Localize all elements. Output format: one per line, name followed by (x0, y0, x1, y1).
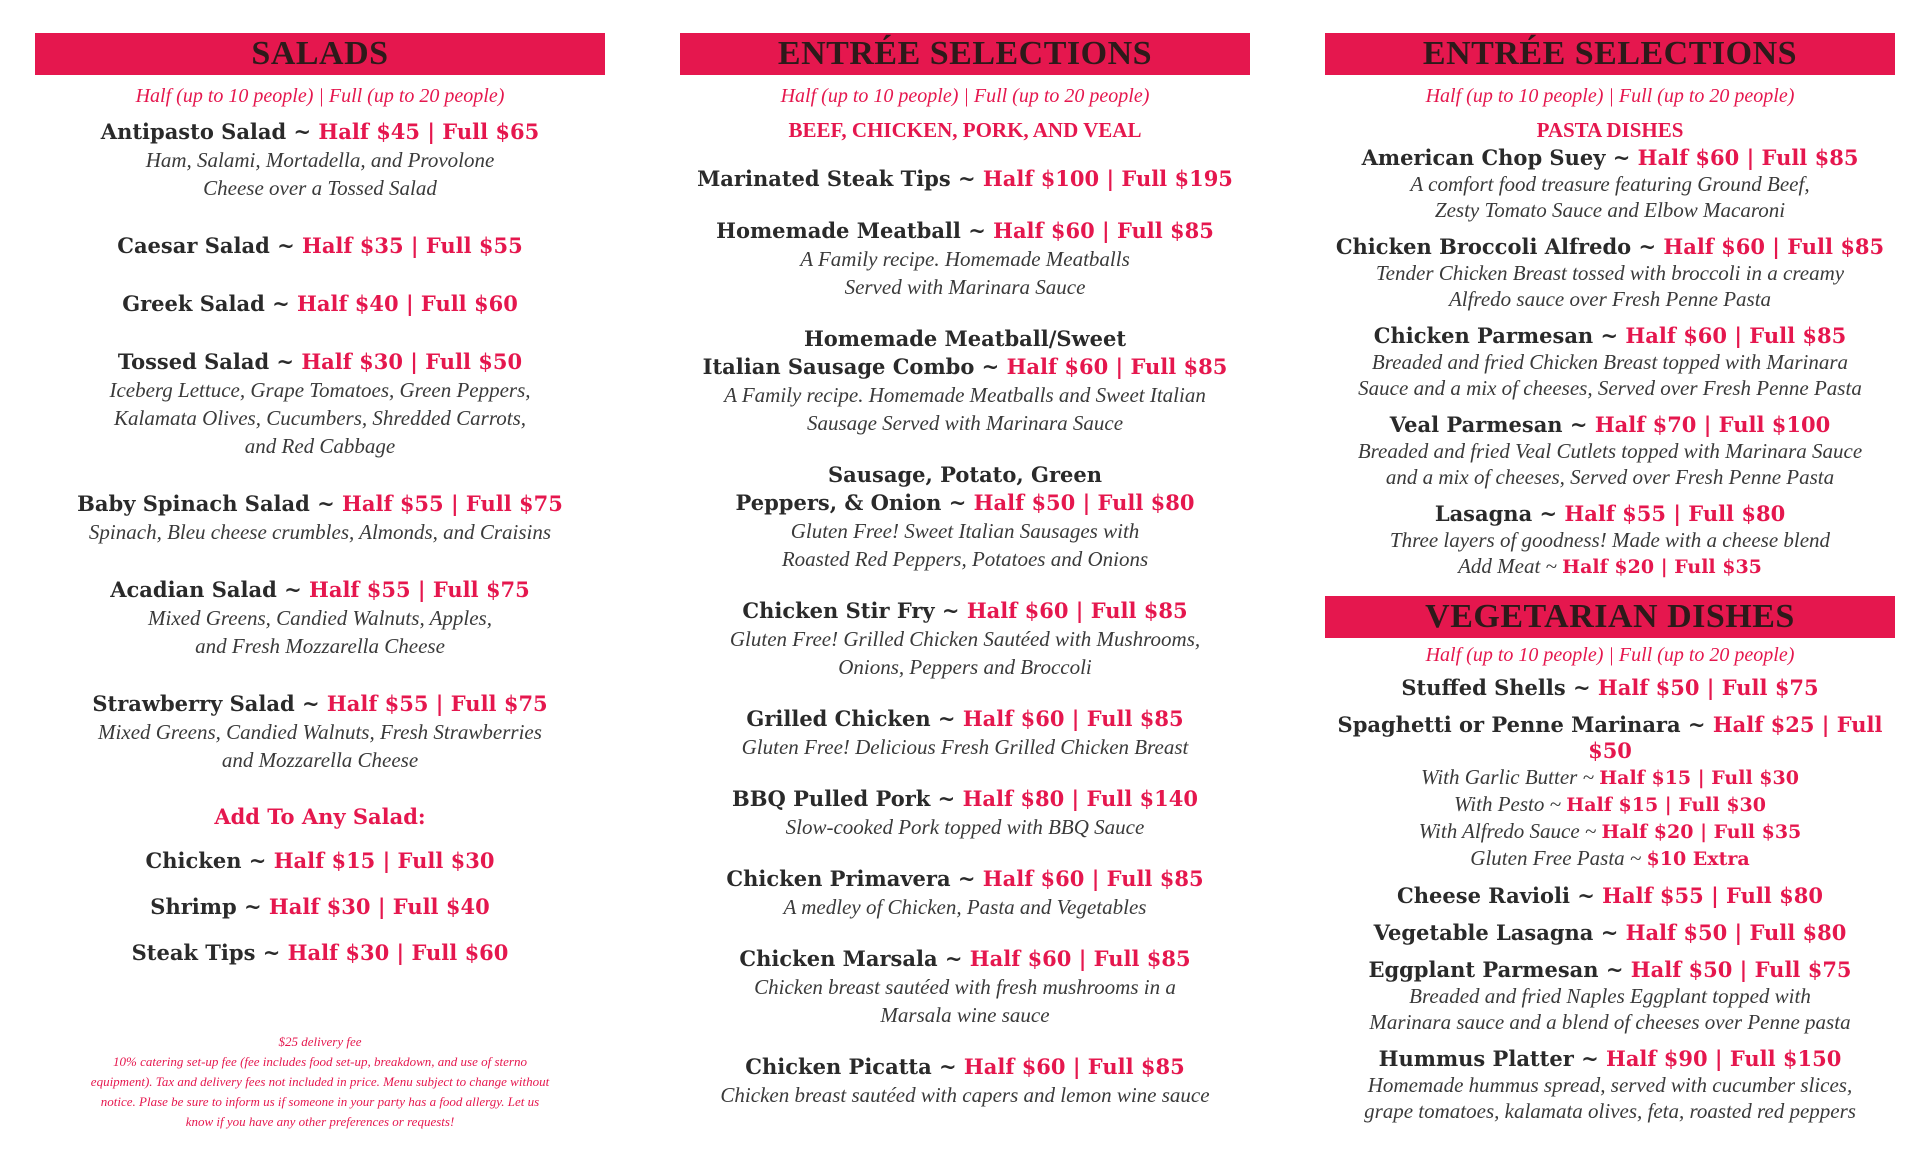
item-price: Half $50 | Full $75 (1597, 675, 1819, 700)
vegetarian-banner: VEGETARIAN DISHES (1325, 596, 1895, 638)
item-description: and Fresh Mozzarella Cheese (195, 634, 445, 658)
item-description: Onions, Peppers and Broccoli (838, 655, 1092, 679)
option-label: Gluten Free Pasta ~ (1470, 846, 1642, 870)
menu-item-veal-parmesan: Veal Parmesan ~ Half $70 | Full $100 Breaded and fried Veal Cutlets topped with Marinara Sauce and a mix of cheeses, Served over Fresh Penne Pasta (1325, 412, 1895, 490)
item-price: Half $60 | Full $85 (1637, 145, 1859, 170)
item-name: Baby Spinach Salad (77, 491, 310, 516)
item-price: Half $60 | Full $85 (966, 598, 1188, 623)
item-price: Half $60 | Full $85 (993, 218, 1214, 243)
menu-item-grilled-chicken: Grilled Chicken ~ Half $60 | Full $85 Gluten Free! Delicious Fresh Grilled Chicken Breast (680, 705, 1250, 761)
item-name: Spaghetti or Penne Marinara (1337, 712, 1681, 737)
item-description: Homemade hummus spread, served with cucumber slices, (1367, 1073, 1853, 1097)
item-name-line-1: Homemade Meatball/Sweet (803, 326, 1127, 351)
item-description: Breaded and fried Veal Cutlets topped with Marinara Sauce (1357, 439, 1863, 463)
category-heading-pasta: PASTA DISHES (1536, 118, 1684, 142)
item-price: Half $100 | Full $195 (982, 166, 1233, 191)
fine-print-line: equipment). Tax and delivery fees not included in price. Menu subject to change without (90, 1074, 550, 1089)
item-price: Half $60 | Full $85 (963, 1054, 1185, 1079)
item-name: Tossed Salad (117, 349, 270, 374)
menu-item-vegetable-lasagna: Vegetable Lasagna ~ Half $50 | Full $80 (1373, 920, 1847, 945)
menu-item-tossed-salad: Tossed Salad ~ Half $30 | Full $50 Iceberg Lettuce, Grape Tomatoes, Green Peppers, Kalamata Olives, Cucumbers, Shredded Carrots, and Red Cabbage (35, 348, 605, 460)
salads-column (35, 33, 605, 985)
item-price: Half $55 | Full $80 (1602, 883, 1823, 908)
item-price: Half $40 | Full $60 (297, 291, 518, 316)
item-price: Half $55 | Full $80 (1564, 501, 1786, 526)
item-description: grape tomatoes, kalamata olives, feta, roasted red peppers (1364, 1099, 1856, 1123)
fine-print-line: 10% catering set-up fee (fee includes food set-up, breakdown, and use of sterno (113, 1054, 527, 1069)
entrees-size-note: Half (up to 10 people) | Full (up to 20 people) (780, 85, 1150, 107)
entrees-column-2 (1325, 33, 1895, 1135)
item-price: Half $70 | Full $100 (1594, 412, 1831, 437)
item-description: A Family recipe. Homemade Meatballs and Sweet Italian (724, 383, 1206, 407)
item-price: Half $90 | Full $150 (1605, 1046, 1842, 1071)
item-description: Iceberg Lettuce, Grape Tomatoes, Green Peppers, (109, 378, 531, 402)
item-name: Chicken Picatta (745, 1054, 932, 1079)
entrees-size-note: Half (up to 10 people) | Full (up to 20 people) (1425, 85, 1795, 107)
item-price: Half $50 | Full $75 (1630, 957, 1852, 982)
item-description: Mixed Greens, Candied Walnuts, Apples, (148, 606, 492, 630)
menu-item-lasagna: Lasagna ~ Half $55 | Full $80 Three layers of goodness! Made with a cheese blend Add Meat ~ Half $20 | Full $35 (1325, 501, 1895, 580)
item-price: Half $50 | Full $80 (1625, 920, 1847, 945)
item-price: Half $60 | Full $85 (969, 946, 1191, 971)
item-description: Zesty Tomato Sauce and Elbow Macaroni (1434, 198, 1786, 222)
salads-size-note: Half (up to 10 people) | Full (up to 20 people) (135, 85, 505, 107)
item-description: Gluten Free! Delicious Fresh Grilled Chicken Breast (741, 735, 1189, 759)
item-name: Stuffed Shells (1401, 675, 1566, 700)
option-label: With Pesto ~ (1453, 792, 1561, 816)
menu-item-caesar-salad: Caesar Salad ~ Half $35 | Full $55 (117, 233, 523, 258)
add-to-salad-heading: Add To Any Salad: (214, 804, 426, 829)
item-name: Peppers, & Onion (735, 490, 942, 515)
addon-price: Half $20 | Full $35 (1562, 556, 1762, 578)
item-name: Grilled Chicken (746, 706, 931, 731)
menu-item-strawberry-salad: Strawberry Salad ~ Half $55 | Full $75 Mixed Greens, Candied Walnuts, Fresh Strawberries and Mozzarella Cheese (35, 690, 605, 774)
item-name: Vegetable Lasagna (1373, 920, 1594, 945)
addon-name: Chicken (145, 848, 242, 873)
item-description: Kalamata Olives, Cucumbers, Shredded Carrots, (113, 406, 526, 430)
item-price: Half $80 | Full $140 (962, 786, 1198, 811)
item-price: Half $50 | Full $80 (973, 490, 1195, 515)
item-description: and a mix of cheeses, Served over Fresh Penne Pasta (1385, 465, 1835, 489)
addon-price: Half $30 | Full $40 (268, 894, 490, 919)
addon-name: Steak Tips (131, 940, 256, 965)
item-description: and Mozzarella Cheese (221, 748, 419, 772)
item-description: Slow-cooked Pork topped with BBQ Sauce (785, 815, 1145, 839)
salad-addon-chicken: Chicken ~ Half $15 | Full $30 (145, 848, 495, 873)
menu-item-homemade-meatball: Homemade Meatball ~ Half $60 | Full $85 A Family recipe. Homemade Meatballs Served with Marinara Sauce (680, 217, 1250, 301)
menu-item-chicken-broccoli-alfredo: Chicken Broccoli Alfredo ~ Half $60 | Full $85 Tender Chicken Breast tossed with broccoli in a creamy Alfredo sauce over Fresh Penne Pasta (1325, 234, 1895, 312)
item-description: Gluten Free! Grilled Chicken Sautéed with Mushrooms, (729, 627, 1201, 651)
item-price: Half $25 | Full $50 (1588, 712, 1883, 763)
item-description: Ham, Salami, Mortadella, and Provolone (145, 148, 495, 172)
item-name: Veal Parmesan (1389, 412, 1563, 437)
item-description: A comfort food treasure featuring Ground Beef, (1410, 172, 1810, 196)
item-name: Caesar Salad (117, 233, 270, 258)
item-name: Hummus Platter (1378, 1046, 1574, 1071)
item-description: Chicken breast sautéed with capers and lemon wine sauce (720, 1083, 1210, 1107)
menu-item-american-chop-suey: American Chop Suey ~ Half $60 | Full $85 A comfort food treasure featuring Ground Beef, Zesty Tomato Sauce and Elbow Macaroni (1325, 145, 1895, 223)
item-description: Marinara sauce and a blend of cheeses over Penne pasta (1369, 1010, 1851, 1034)
marinara-option (1325, 764, 1895, 791)
item-name: American Chop Suey (1361, 145, 1606, 170)
item-name: Chicken Primavera (726, 866, 951, 891)
item-description: Breaded and fried Naples Eggplant topped with (1409, 984, 1811, 1008)
addon-price: Half $30 | Full $60 (287, 940, 509, 965)
option-label: With Garlic Butter ~ (1421, 765, 1594, 789)
item-description: Mixed Greens, Candied Walnuts, Fresh Strawberries (98, 720, 542, 744)
menu-item-chicken-picatta: Chicken Picatta ~ Half $60 | Full $85 Chicken breast sautéed with capers and lemon wine sauce (680, 1053, 1250, 1109)
menu-item-sausage-potato-peppers: Sausage, Potato, Green Peppers, & Onion ~ Half $50 | Full $80 Gluten Free! Sweet Italian Sausages with Roasted Red Peppers, Potatoes and Onions (680, 461, 1250, 573)
item-name: Antipasto Salad (100, 119, 287, 144)
marinara-option (1325, 818, 1895, 845)
item-name: Acadian Salad (110, 577, 277, 602)
option-price: Half $15 | Full $30 (1566, 794, 1767, 816)
menu-item-hummus-platter: Hummus Platter ~ Half $90 | Full $150 Homemade hummus spread, served with cucumber slices, grape tomatoes, kalamata olives, feta, roasted red peppers (1325, 1046, 1895, 1124)
item-price: Half $60 | Full $85 (1625, 323, 1847, 348)
lasagna-addon (1325, 553, 1895, 580)
menu-item-chicken-stir-fry: Chicken Stir Fry ~ Half $60 | Full $85 Gluten Free! Grilled Chicken Sautéed with Mushrooms, Onions, Peppers and Broccoli (680, 597, 1250, 681)
entrees-banner: ENTRÉE SELECTIONS (680, 33, 1250, 75)
item-name: Cheese Ravioli (1397, 883, 1570, 908)
marinara-option (1325, 791, 1895, 818)
item-name: BBQ Pulled Pork (732, 786, 931, 811)
menu-item-spaghetti-penne-marinara: Spaghetti or Penne Marinara ~ Half $25 | Full $50 With Garlic Butter ~ Half $15 | Full $30 With Pesto ~ Half $15 | Full $30 With Alfredo Sauce ~ Half $20 | Full $35 Gluten Free Pasta ~ $10 Extra (1325, 712, 1895, 872)
item-name: Eggplant Parmesan (1368, 957, 1599, 982)
menu-item-greek-salad: Greek Salad ~ Half $40 | Full $60 (122, 291, 518, 316)
addon-name: Shrimp (150, 894, 237, 919)
item-name: Greek Salad (122, 291, 265, 316)
item-name: Chicken Marsala (739, 946, 938, 971)
item-description: Cheese over a Tossed Salad (203, 176, 437, 200)
addon-label: Add Meat ~ (1458, 554, 1557, 578)
item-description: Three layers of goodness! Made with a cheese blend (1389, 528, 1831, 552)
item-description: and Red Cabbage (244, 434, 396, 458)
item-price: Half $60 | Full $85 (962, 706, 1184, 731)
item-name: Italian Sausage Combo (702, 354, 975, 379)
item-name: Chicken Stir Fry (742, 598, 935, 623)
option-price: Half $15 | Full $30 (1599, 767, 1799, 789)
menu-item-chicken-marsala: Chicken Marsala ~ Half $60 | Full $85 Chicken breast sautéed with fresh mushrooms in a Marsala wine sauce (680, 945, 1250, 1029)
item-description: Served with Marinara Sauce (844, 275, 1086, 299)
entrees-column-1 (680, 33, 1250, 1133)
menu-item-eggplant-parmesan: Eggplant Parmesan ~ Half $50 | Full $75 Breaded and fried Naples Eggplant topped with Marinara sauce and a blend of cheeses over Penne pasta (1325, 957, 1895, 1035)
option-price: $10 Extra (1646, 848, 1750, 870)
option-price: Half $20 | Full $35 (1601, 821, 1802, 843)
item-description: Spinach, Bleu cheese crumbles, Almonds, and Craisins (88, 520, 552, 544)
fine-print-line: $25 delivery fee (278, 1034, 362, 1049)
item-description: Gluten Free! Sweet Italian Sausages with (790, 519, 1140, 543)
item-price: Half $55 | Full $75 (326, 691, 548, 716)
salads-banner: SALADS (35, 33, 605, 75)
menu-item-antipasto-salad: Antipasto Salad ~ Half $45 | Full $65 Ham, Salami, Mortadella, and Provolone Cheese over a Tossed Salad (35, 118, 605, 202)
item-description: Roasted Red Peppers, Potatoes and Onions (781, 547, 1149, 571)
item-description: Chicken breast sautéed with fresh mushrooms in a (754, 975, 1176, 999)
option-label: With Alfredo Sauce ~ (1418, 819, 1597, 843)
fine-print (35, 1032, 605, 1132)
menu-item-chicken-parmesan: Chicken Parmesan ~ Half $60 | Full $85 Breaded and fried Chicken Breast topped with Marinara Sauce and a mix of cheeses, Served over Fresh Penne Pasta (1325, 323, 1895, 401)
item-price: Half $55 | Full $75 (309, 577, 530, 602)
item-name: Lasagna (1434, 501, 1533, 526)
salad-addon-steak-tips: Steak Tips ~ Half $30 | Full $60 (131, 940, 509, 965)
item-price: Half $60 | Full $85 (1663, 234, 1885, 259)
vegetarian-size-note: Half (up to 10 people) | Full (up to 20 people) (1425, 644, 1795, 666)
item-name-line-1: Sausage, Potato, Green (828, 462, 1102, 487)
item-name: Strawberry Salad (92, 691, 295, 716)
item-price: Half $30 | Full $50 (301, 349, 523, 374)
item-name: Homemade Meatball (716, 218, 961, 243)
menu-item-cheese-ravioli: Cheese Ravioli ~ Half $55 | Full $80 (1397, 883, 1823, 908)
item-description: Breaded and fried Chicken Breast topped with Marinara (1371, 350, 1849, 374)
item-description: Marsala wine sauce (880, 1003, 1050, 1027)
item-price: Half $55 | Full $75 (342, 491, 563, 516)
menu-item-stuffed-shells: Stuffed Shells ~ Half $50 | Full $75 (1401, 675, 1819, 700)
item-price: Half $60 | Full $85 (1006, 354, 1228, 379)
item-description: A medley of Chicken, Pasta and Vegetables (783, 895, 1147, 919)
addon-price: Half $15 | Full $30 (273, 848, 495, 873)
menu-item-meatball-sausage-combo: Homemade Meatball/Sweet Italian Sausage Combo ~ Half $60 | Full $85 A Family recipe. Homemade Meatballs and Sweet Italian Sausage Served with Marinara Sauce (680, 325, 1250, 437)
entrees-banner: ENTRÉE SELECTIONS (1325, 33, 1895, 75)
marinara-option (1325, 845, 1895, 872)
fine-print-line: notice. Plase be sure to inform us if someone in your party has a food allergy. Let us (100, 1094, 540, 1109)
item-description: A Family recipe. Homemade Meatballs (800, 247, 1130, 271)
item-description: Sausage Served with Marinara Sauce (806, 411, 1124, 435)
menu-item-marinated-steak-tips: Marinated Steak Tips ~ Half $100 | Full $195 (697, 166, 1233, 191)
item-name: Chicken Parmesan (1373, 323, 1594, 348)
item-price: Half $45 | Full $65 (318, 119, 540, 144)
item-price: Half $60 | Full $85 (982, 866, 1204, 891)
menu-item-chicken-primavera: Chicken Primavera ~ Half $60 | Full $85 A medley of Chicken, Pasta and Vegetables (680, 865, 1250, 921)
menu-item-acadian-salad: Acadian Salad ~ Half $55 | Full $75 Mixed Greens, Candied Walnuts, Apples, and Fresh Mozzarella Cheese (35, 576, 605, 660)
category-heading-beef-chicken-pork-veal: BEEF, CHICKEN, PORK, AND VEAL (788, 118, 1142, 142)
item-name: Marinated Steak Tips (697, 166, 951, 191)
menu-item-baby-spinach-salad: Baby Spinach Salad ~ Half $55 | Full $75 Spinach, Bleu cheese crumbles, Almonds, and Craisins (35, 490, 605, 546)
fine-print-line: know if you have any other preferences or requests! (185, 1114, 455, 1129)
item-price: Half $35 | Full $55 (301, 233, 523, 258)
item-description: Sauce and a mix of cheeses, Served over Fresh Penne Pasta (1358, 376, 1862, 400)
item-description: Tender Chicken Breast tossed with broccoli in a creamy (1375, 261, 1845, 285)
menu-item-bbq-pulled-pork: BBQ Pulled Pork ~ Half $80 | Full $140 Slow-cooked Pork topped with BBQ Sauce (680, 785, 1250, 841)
item-name: Chicken Broccoli Alfredo (1335, 234, 1632, 259)
salad-addon-shrimp: Shrimp ~ Half $30 | Full $40 (150, 894, 490, 919)
item-description: Alfredo sauce over Fresh Penne Pasta (1448, 287, 1772, 311)
